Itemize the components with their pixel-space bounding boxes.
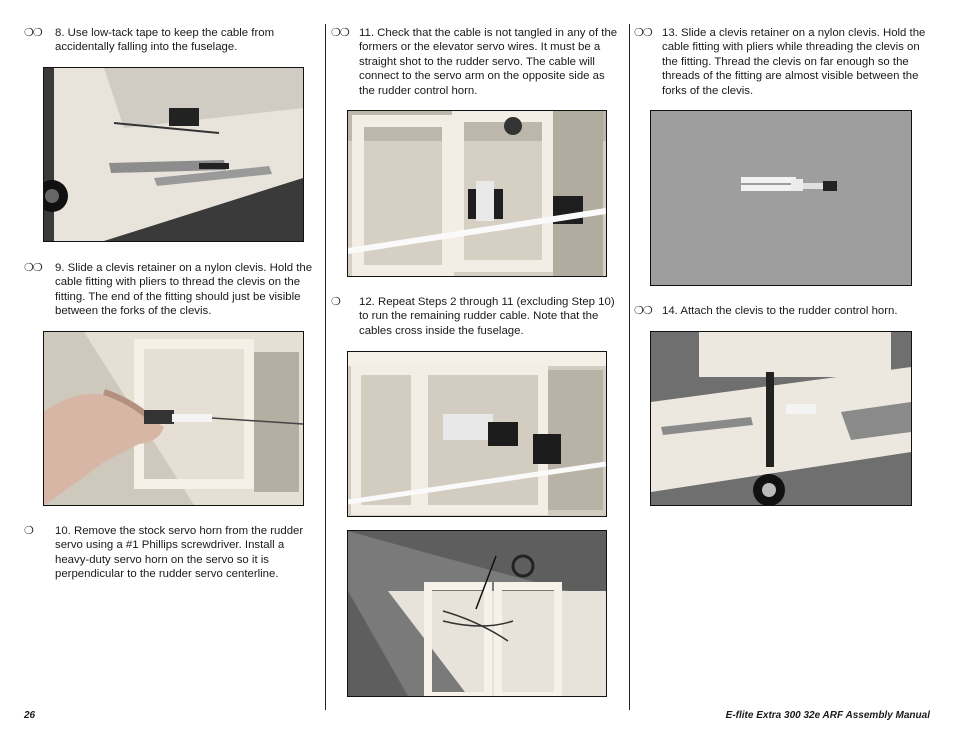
- step-10-text: 10. Remove the stock servo horn from the rudder servo using a #1 Phillips screwdriver. Install a heavy-duty servo horn on the servo so it is perpendicular to the rudder servo centerline.: [55, 525, 304, 581]
- checkbox-icons[interactable]: ❍❍: [331, 27, 349, 39]
- step-8-text: 8. Use low-tack tape to keep the cable from accidentally falling into the fuselage.: [55, 27, 275, 54]
- photo-step-12a: [347, 351, 607, 517]
- checkbox-icons[interactable]: ❍❍: [24, 262, 42, 274]
- photo-step-9: [43, 331, 304, 506]
- checkbox-icons[interactable]: ❍❍: [24, 27, 42, 39]
- step-11: [331, 26, 621, 98]
- photo-step-13: [650, 110, 912, 286]
- step-13: [634, 26, 930, 98]
- step-8: [24, 26, 320, 55]
- step-12-text: 12. Repeat Steps 2 through 11 (excluding Step 10) to run the remaining rudder cable. Note that the cables cross inside the fuselage.: [359, 296, 615, 337]
- step-13-text: 13. Slide a clevis retainer on a nylon clevis. Hold the cable fitting with pliers while threading the clevis on the fitting. Thread the clevis on far enough so the threads of the fitting are almost visible between the forks of the clevis.: [662, 27, 926, 97]
- checkbox-icons[interactable]: ❍: [24, 525, 33, 537]
- page-number: 26: [24, 710, 36, 721]
- checkbox-icons[interactable]: ❍❍: [634, 27, 652, 39]
- step-14-text: 14. Attach the clevis to the rudder control horn.: [662, 305, 898, 317]
- step-12: [331, 295, 621, 338]
- step-9: [24, 261, 320, 319]
- manual-title: E-flite Extra 300 32e ARF Assembly Manual: [725, 710, 930, 721]
- checkbox-icons[interactable]: ❍: [331, 296, 340, 308]
- photo-step-11: [347, 110, 607, 277]
- step-14: [634, 304, 930, 318]
- step-10: [24, 524, 320, 582]
- step-11-text: 11. Check that the cable is not tangled in any of the formers or the elevator servo wires. It must be a straight shot to the rudder servo. The cable will connect to the servo arm on the opposite side as the rudder control horn.: [359, 27, 618, 97]
- step-9-text: 9. Slide a clevis retainer on a nylon clevis. Hold the cable fitting with pliers to thread the clevis on the fitting. The end of the fitting should just be visible between the forks of the clevis.: [55, 262, 313, 318]
- photo-step-8: [43, 67, 304, 242]
- photo-step-14: [650, 331, 912, 506]
- column-divider-left: [325, 24, 326, 710]
- photo-step-12b: [347, 530, 607, 697]
- checkbox-icons[interactable]: ❍❍: [634, 305, 652, 317]
- column-divider-right: [629, 24, 630, 710]
